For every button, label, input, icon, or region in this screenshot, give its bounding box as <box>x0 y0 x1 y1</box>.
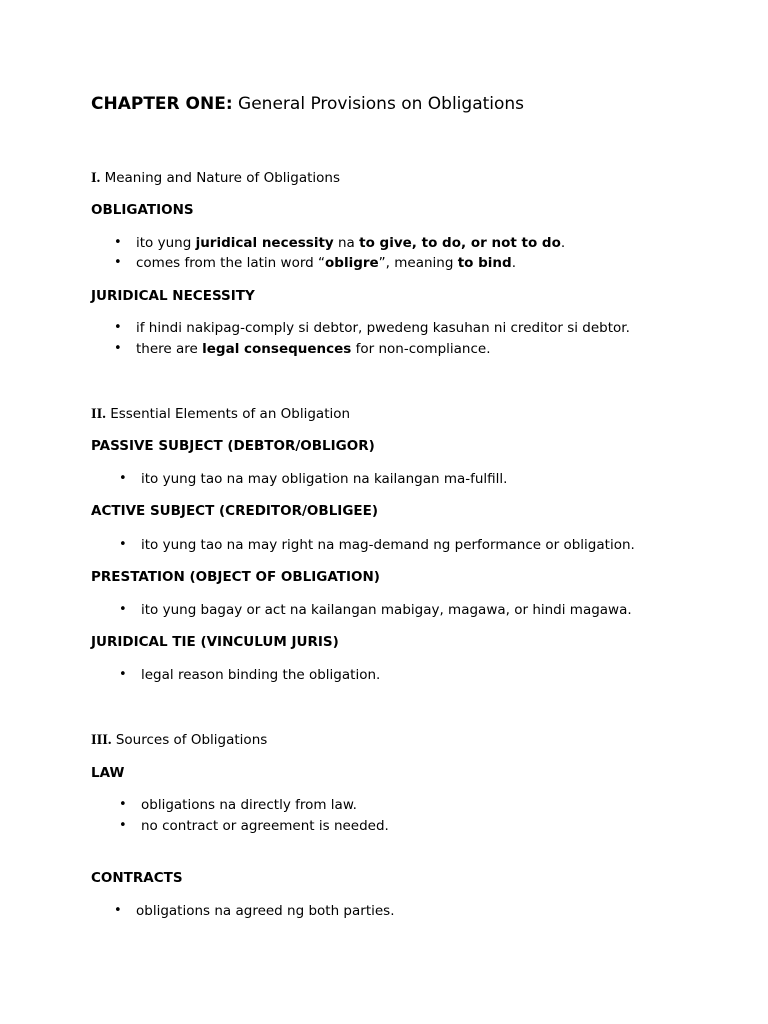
text-run: legal reason binding the obligation. <box>141 667 381 683</box>
text-run: . <box>560 235 566 251</box>
bullet-icon: • <box>119 667 127 682</box>
bold-term: to give, to do, or not to do <box>359 235 561 251</box>
chapter-title <box>91 93 524 115</box>
bullet-icon: • <box>119 818 127 833</box>
subheading-juridical-tie: JURIDICAL TIE (VINCULUM JURIS) <box>91 634 339 650</box>
bullet-icon: • <box>114 903 122 918</box>
list-item <box>119 536 635 554</box>
text-run: obligations na directly from law. <box>141 797 357 813</box>
text-run: ito yung <box>136 235 196 251</box>
text-run: there are <box>136 341 203 357</box>
text-run: ”, meaning <box>378 255 458 271</box>
text-run: obligations na agreed ng both parties. <box>136 903 395 919</box>
text-run: for non-compliance. <box>351 341 491 357</box>
bold-term: legal consequences <box>202 341 352 357</box>
bullet-icon: • <box>119 602 127 617</box>
text-run: ito yung tao na may right na mag-demand ng performance or obligation. <box>141 537 635 553</box>
list-item <box>119 601 632 619</box>
text-run: ito yung bagay or act na kailangan mabigay, magawa, or hindi magawa. <box>141 602 632 618</box>
section-heading-3 <box>91 731 267 749</box>
bold-term: to bind <box>457 255 512 271</box>
list-item <box>114 254 516 272</box>
text-run: na <box>333 235 360 251</box>
section-number: I. <box>91 170 101 186</box>
subheading-prestation: PRESTATION (OBJECT OF OBLIGATION) <box>91 569 380 585</box>
bold-term: obligre <box>325 255 379 271</box>
text-run: ito yung tao na may obligation na kailangan ma-fulfill. <box>141 471 508 487</box>
list-item <box>114 340 491 358</box>
chapter-label: CHAPTER ONE: <box>91 94 233 114</box>
bullet-icon: • <box>114 341 122 356</box>
list-item <box>114 234 566 252</box>
section-heading-1 <box>91 169 340 187</box>
subheading-passive-subject: PASSIVE SUBJECT (DEBTOR/OBLIGOR) <box>91 438 375 454</box>
section-number: III. <box>91 732 112 748</box>
bullet-icon: • <box>119 537 127 552</box>
section-heading-2 <box>91 405 350 423</box>
list-item <box>119 817 389 835</box>
subheading-juridical-necessity: JURIDICAL NECESSITY <box>91 288 255 304</box>
chapter-name: General Provisions on Obligations <box>232 94 525 114</box>
section-title: Essential Elements of an Obligation <box>105 406 351 422</box>
text-run: no contract or agreement is needed. <box>141 818 389 834</box>
section-number: II. <box>91 406 106 422</box>
bullet-icon: • <box>114 255 122 270</box>
bullet-icon: • <box>119 471 127 486</box>
subheading-obligations: OBLIGATIONS <box>91 202 194 218</box>
bold-term: juridical necessity <box>195 235 334 251</box>
list-item <box>119 470 508 488</box>
list-item <box>119 666 381 684</box>
subheading-contracts: CONTRACTS <box>91 870 183 886</box>
text-run: comes from the latin word “ <box>136 255 325 271</box>
section-title: Meaning and Nature of Obligations <box>100 170 341 186</box>
bullet-icon: • <box>114 235 122 250</box>
subheading-law: LAW <box>91 765 125 781</box>
section-title: Sources of Obligations <box>111 732 268 748</box>
list-item <box>114 902 395 920</box>
text-run: if hindi nakipag-comply si debtor, pwedeng kasuhan ni creditor si debtor. <box>136 320 630 336</box>
list-item <box>119 796 357 814</box>
subheading-active-subject: ACTIVE SUBJECT (CREDITOR/OBLIGEE) <box>91 503 379 519</box>
list-item <box>114 319 630 337</box>
text-run: . <box>511 255 516 271</box>
bullet-icon: • <box>114 320 122 335</box>
bullet-icon: • <box>119 797 127 812</box>
